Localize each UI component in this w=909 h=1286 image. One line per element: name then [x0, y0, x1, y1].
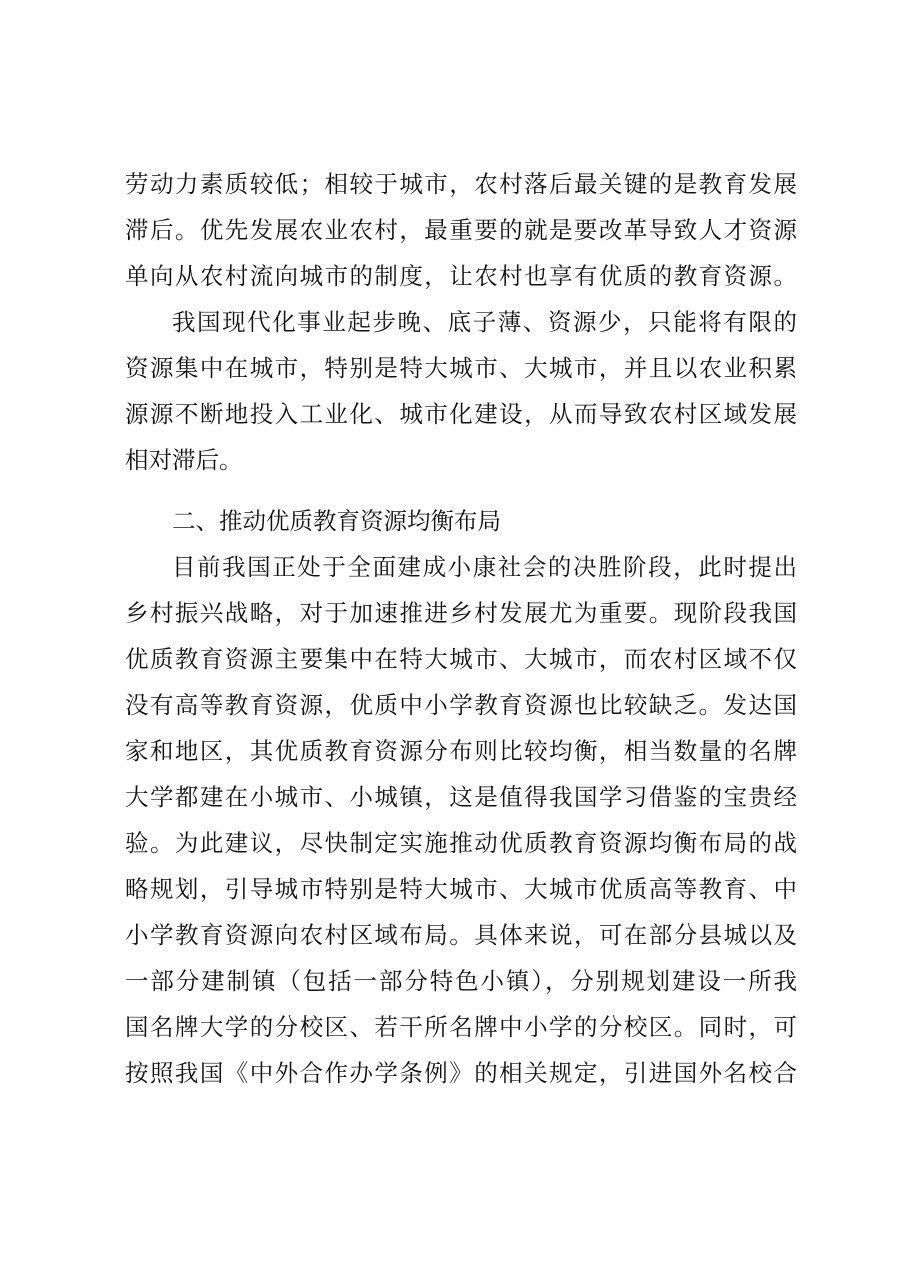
paragraph-2-line-2: 资源集中在城市，特别是特大城市、大城市，并且以农业积累 — [125, 354, 797, 382]
section-heading: 二、推动优质教育资源均衡布局 — [172, 507, 501, 535]
paragraph-3-line-12: 按照我国《中外合作办学条例》的相关规定，引进国外名校合 — [125, 1059, 797, 1087]
paragraph-3-line-9: 小学教育资源向农村区域布局。具体来说，可在部分县城以及 — [125, 921, 797, 949]
paragraph-2-line-4: 相对滞后。 — [125, 446, 243, 474]
paragraph-3-line-4: 没有高等教育资源，优质中小学教育资源也比较缺乏。发达国 — [125, 691, 797, 719]
paragraph-3-line-2: 乡村振兴战略，对于加速推进乡村发展尤为重要。现阶段我国 — [125, 599, 797, 627]
paragraph-2-line-3: 源源不断地投入工业化、城市化建设，从而导致农村区域发展 — [125, 400, 797, 428]
paragraph-1-line-1: 劳动力素质较低；相较于城市，农村落后最关键的是教育发展 — [125, 170, 797, 198]
paragraph-3-line-7: 验。为此建议，尽快制定实施推动优质教育资源均衡布局的战 — [125, 829, 797, 857]
paragraph-3-line-11: 国名牌大学的分校区、若干所名牌中小学的分校区。同时，可 — [125, 1013, 797, 1041]
paragraph-1-line-2: 滞后。优先发展农业农村，最重要的就是要改革导致人才资源 — [125, 216, 797, 244]
paragraph-1-line-3: 单向从农村流向城市的制度，让农村也享有优质的教育资源。 — [125, 262, 797, 290]
paragraph-3-line-6: 大学都建在小城市、小城镇，这是值得我国学习借鉴的宝贵经 — [125, 783, 797, 811]
paragraph-3-line-3: 优质教育资源主要集中在特大城市、大城市，而农村区域不仅 — [125, 645, 797, 673]
paragraph-3-line-10: 一部分建制镇（包括一部分特色小镇），分别规划建设一所我 — [125, 967, 797, 995]
paragraph-3-line-5: 家和地区，其优质教育资源分布则比较均衡，相当数量的名牌 — [125, 737, 797, 765]
paragraph-3-line-1: 目前我国正处于全面建成小康社会的决胜阶段，此时提出 — [172, 553, 797, 581]
paragraph-2-line-1: 我国现代化事业起步晚、底子薄、资源少，只能将有限的 — [172, 308, 797, 336]
paragraph-3-line-8: 略规划，引导城市特别是特大城市、大城市优质高等教育、中 — [125, 875, 797, 903]
